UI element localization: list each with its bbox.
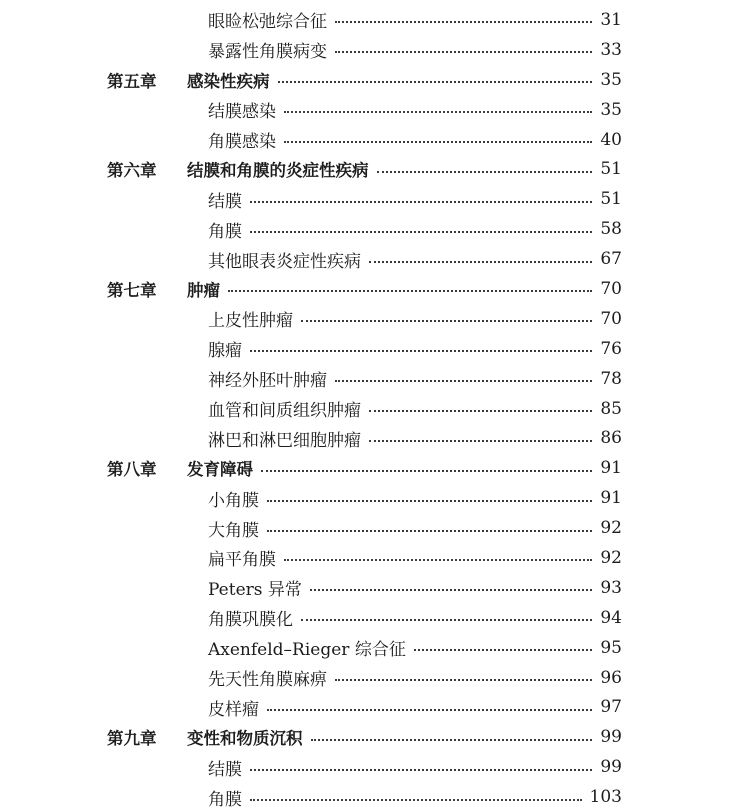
dot-leader (267, 500, 592, 502)
page-number: 91 (600, 458, 622, 479)
dot-leader (310, 589, 592, 591)
page-number: 70 (600, 308, 622, 329)
toc-section-row[interactable] (0, 663, 730, 693)
toc-section-row[interactable] (0, 394, 730, 424)
dot-leader (311, 739, 593, 741)
page-number: 99 (600, 727, 622, 748)
dot-leader (278, 81, 593, 83)
dot-leader (250, 231, 592, 233)
chapter-number: 第八章 (107, 460, 157, 480)
toc-entry (208, 785, 622, 810)
dot-leader (250, 799, 582, 801)
page-number: 103 (589, 787, 622, 808)
page-number: 31 (600, 9, 622, 30)
toc-entry (208, 605, 622, 630)
toc-entry (187, 456, 622, 480)
dot-leader (369, 440, 592, 442)
toc-section-row[interactable] (0, 543, 730, 573)
dot-leader (377, 171, 593, 173)
page-number: 35 (600, 69, 622, 90)
toc-entry (208, 97, 622, 122)
page-number: 35 (600, 99, 622, 120)
chapter-number: 第九章 (107, 729, 157, 749)
page-number: 51 (600, 189, 622, 210)
toc-chapter-row[interactable] (0, 453, 730, 483)
table-of-contents (0, 5, 730, 812)
toc-entry (208, 247, 622, 272)
toc-section-row[interactable] (0, 692, 730, 722)
page-number: 33 (600, 39, 622, 60)
toc-entry (208, 127, 622, 152)
section-title: 结膜感染 (208, 102, 276, 123)
chapter-title: 结膜和角膜的炎症性疾病 (187, 161, 369, 181)
section-title: 腺瘤 (208, 341, 242, 362)
dot-leader (335, 51, 592, 53)
dot-leader (261, 470, 592, 472)
page-number: 97 (600, 697, 622, 718)
chapter-number: 第五章 (107, 71, 157, 91)
toc-section-row[interactable] (0, 125, 730, 155)
section-title: Peters 异常 (208, 580, 302, 601)
page-number: 95 (600, 637, 622, 658)
toc-section-row[interactable] (0, 513, 730, 543)
toc-entry (187, 68, 622, 92)
dot-leader (228, 290, 592, 292)
section-title: 角膜 (208, 221, 242, 242)
toc-section-row[interactable] (0, 752, 730, 782)
toc-section-row[interactable] (0, 334, 730, 364)
toc-entry (208, 187, 622, 212)
section-title: 角膜感染 (208, 132, 276, 152)
dot-leader (335, 380, 592, 382)
toc-entry (208, 516, 622, 541)
toc-entry (208, 635, 622, 660)
toc-section-row[interactable] (0, 483, 730, 513)
dot-leader (369, 261, 592, 263)
section-title: Axenfeld–Rieger 综合征 (208, 640, 406, 661)
toc-chapter-row[interactable] (0, 154, 730, 184)
toc-entry (208, 7, 622, 32)
toc-entry (208, 486, 622, 511)
toc-entry (208, 426, 622, 451)
toc-entry (208, 306, 622, 331)
toc-section-row[interactable] (0, 782, 730, 812)
chapter-number: 第七章 (107, 280, 157, 300)
page-number: 91 (600, 488, 622, 509)
toc-section-row[interactable] (0, 603, 730, 633)
toc-section-row[interactable] (0, 35, 730, 65)
dot-leader (335, 679, 592, 681)
toc-section-row[interactable] (0, 304, 730, 334)
dot-leader (284, 559, 592, 561)
page-number: 93 (600, 577, 622, 598)
dot-leader (284, 141, 592, 143)
section-title: 小角膜 (208, 490, 259, 511)
dot-leader (301, 320, 592, 322)
page-number: 86 (600, 428, 622, 449)
dot-leader (414, 649, 593, 651)
toc-entry (208, 366, 622, 391)
toc-entry (208, 755, 622, 780)
page-number: 85 (600, 398, 622, 419)
section-title: 淋巴和淋巴细胞肿瘤 (208, 430, 361, 451)
dot-leader (250, 769, 592, 771)
toc-section-row[interactable] (0, 423, 730, 453)
page-number: 51 (600, 159, 622, 180)
section-title: 角膜 (208, 789, 242, 810)
toc-chapter-row[interactable] (0, 722, 730, 752)
section-title: 暴露性角膜病变 (208, 42, 327, 63)
section-title: 角膜巩膜化 (208, 610, 293, 631)
page-number: 99 (600, 757, 622, 778)
section-title: 眼睑松弛综合征 (208, 12, 327, 33)
dot-leader (301, 619, 592, 621)
section-title: 血管和间质组织肿瘤 (208, 401, 361, 422)
chapter-title: 肿瘤 (187, 280, 220, 300)
dot-leader (369, 410, 592, 412)
page-number: 96 (600, 667, 622, 688)
chapter-number: 第六章 (107, 161, 157, 181)
section-title: 皮样瘤 (208, 699, 259, 720)
toc-entry (208, 665, 622, 690)
toc-section-row[interactable] (0, 633, 730, 663)
toc-entry (208, 217, 622, 242)
section-title: 扁平角膜 (208, 550, 276, 571)
chapter-title: 变性和物质沉积 (187, 729, 303, 749)
page-number: 67 (600, 249, 622, 270)
page-number: 92 (600, 547, 622, 568)
toc-entry (187, 277, 622, 301)
toc-section-row[interactable] (0, 5, 730, 35)
toc-entry (208, 545, 622, 570)
dot-leader (250, 350, 592, 352)
section-title: 结膜 (208, 191, 242, 212)
toc-entry (187, 725, 622, 749)
section-title: 神经外胚叶肿瘤 (208, 371, 327, 392)
toc-chapter-row[interactable] (0, 65, 730, 95)
toc-entry (208, 37, 622, 62)
dot-leader (284, 111, 592, 113)
toc-entry (208, 396, 622, 421)
page-number: 94 (600, 607, 622, 628)
page-number: 40 (600, 129, 622, 150)
toc-section-row[interactable] (0, 573, 730, 603)
toc-section-row[interactable] (0, 244, 730, 274)
toc-entry (208, 575, 622, 600)
page-number: 78 (600, 368, 622, 389)
toc-entry (208, 336, 622, 361)
dot-leader (250, 201, 592, 203)
dot-leader (335, 21, 592, 23)
page-number: 58 (600, 219, 622, 240)
dot-leader (267, 709, 592, 711)
toc-section-row[interactable] (0, 364, 730, 394)
toc-chapter-row[interactable] (0, 274, 730, 304)
toc-section-row[interactable] (0, 95, 730, 125)
section-title: 结膜 (208, 759, 242, 780)
page-number: 92 (600, 518, 622, 539)
section-title: 大角膜 (208, 520, 259, 541)
toc-entry (187, 157, 622, 181)
chapter-title: 发育障碍 (187, 460, 253, 480)
section-title: 先天性角膜麻痹 (208, 670, 327, 691)
toc-section-row[interactable] (0, 214, 730, 244)
dot-leader (267, 530, 592, 532)
toc-section-row[interactable] (0, 184, 730, 214)
toc-entry (208, 695, 622, 720)
page-number: 70 (600, 278, 622, 299)
page-number: 76 (600, 338, 622, 359)
chapter-title: 感染性疾病 (187, 71, 270, 91)
section-title: 上皮性肿瘤 (208, 311, 293, 332)
section-title: 其他眼表炎症性疾病 (208, 251, 361, 272)
